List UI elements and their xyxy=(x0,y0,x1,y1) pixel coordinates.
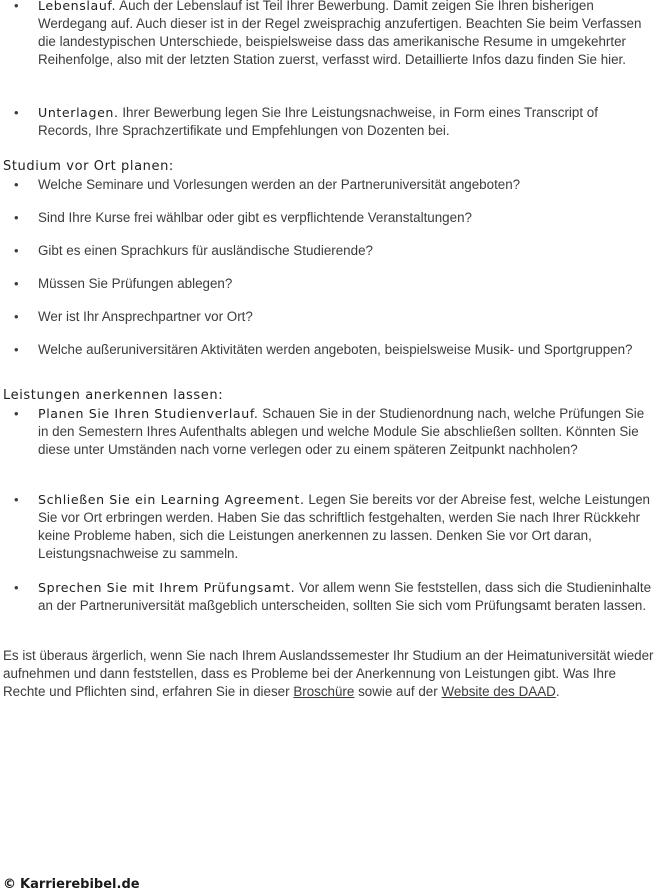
closing-text-middle: sowie auf der xyxy=(354,684,442,699)
studium-list xyxy=(0,176,659,377)
brand-name: Karrierebibel.de xyxy=(20,877,140,892)
studium-text: Welche außeruniversitären Aktivitäten werden angeboten, beispielsweise Musik- und Sportgruppen? xyxy=(38,342,633,357)
heading-studium: Studium vor Ort planen: xyxy=(3,159,174,174)
heading-leistungen: Leistungen anerkennen lassen: xyxy=(3,388,224,403)
closing-text-after: . xyxy=(555,684,560,699)
closing-text-before: Es ist überaus ärgerlich, wenn Sie nach Ihrem Auslandssemester Ihr Studium an der Heimatuniversität wieder aufnehmen und dann feststellen, dass es Probleme bei der Anerkennung von Leistungen gibt. Was Ihre Rechte und Pflichten sind, erfahren Sie in dieser xyxy=(3,648,654,699)
list-item-studium xyxy=(0,308,659,326)
list-item-unterlagen xyxy=(0,104,659,140)
studium-text: Welche Seminare und Vorlesungen werden an der Partneruniversität angeboten? xyxy=(38,177,521,192)
list-item-studium xyxy=(0,209,659,227)
keyword-studienverlauf: Planen Sie Ihren Studienverlauf. xyxy=(38,406,259,421)
daad-website-link[interactable]: Website des DAAD xyxy=(441,684,556,699)
studium-text: Sind Ihre Kurse frei wählbar oder gibt es verpflichtende Veranstaltungen? xyxy=(38,210,472,225)
list-item-learning-agreement xyxy=(0,491,659,563)
studium-text: Müssen Sie Prüfungen ablegen? xyxy=(38,276,233,291)
list-item-studium xyxy=(0,341,659,377)
bullet: • xyxy=(14,342,19,357)
text-pruefungsamt: Vor allem wenn Sie feststellen, dass sich die Studieninhalte an der Partneruniversität maßgeblich unterscheiden, sollten Sie sich vom Prüfungsamt beraten lassen. xyxy=(38,580,652,613)
bullet: • xyxy=(14,105,19,120)
brochure-link[interactable]: Broschüre xyxy=(293,684,355,699)
closing-paragraph xyxy=(0,647,659,701)
bullet: • xyxy=(14,177,19,192)
intro-list xyxy=(0,0,659,140)
footer-brand xyxy=(3,876,140,894)
bullet: • xyxy=(14,276,19,291)
text-studienverlauf: Schauen Sie in der Studienordnung nach, welche Prüfungen Sie in den Semestern Ihres Aufenthalts ablegen und welche Module Sie abschließen sollten. Könnten Sie diese unter Umständen nach vorne verlegen oder zu einem späteren Zeitpunkt nachholen? xyxy=(38,406,645,457)
keyword-lebenslauf: Lebenslauf. xyxy=(38,0,117,13)
list-item-studium xyxy=(0,242,659,260)
keyword-learning-agreement: Schließen Sie ein Learning Agreement. xyxy=(38,492,305,507)
studium-text: Wer ist Ihr Ansprechpartner vor Ort? xyxy=(38,309,253,324)
list-item-studium xyxy=(0,275,659,293)
list-item-studienverlauf xyxy=(0,405,659,477)
bullet: • xyxy=(14,492,19,507)
bullet: • xyxy=(14,243,19,258)
list-item-lebenslauf xyxy=(0,0,659,87)
keyword-unterlagen: Unterlagen. xyxy=(38,105,119,120)
text-learning-agreement: Legen Sie bereits vor der Abreise fest, welche Leistungen Sie vor Ort erbringen werden. Haben Sie das schriftlich festgehalten, werden Sie nach Ihrer Rückkehr keine Probleme haben, sich die Leistungen anerkennen zu lassen. Denken Sie vor Ort daran, Leistungsnachweise zu sammeln. xyxy=(38,492,650,561)
keyword-pruefungsamt: Sprechen Sie mit Ihrem Prüfungsamt. xyxy=(38,580,296,595)
copyright-symbol: © xyxy=(3,877,16,892)
leistungen-list xyxy=(0,405,659,633)
list-item-pruefungsamt xyxy=(0,579,659,633)
bullet: • xyxy=(14,580,19,595)
list-item-studium xyxy=(0,176,659,194)
bullet: • xyxy=(14,210,19,225)
bullet: • xyxy=(14,406,19,421)
bullet: • xyxy=(14,309,19,324)
text-unterlagen: Ihrer Bewerbung legen Sie Ihre Leistungsnachweise, in Form eines Transcript of Records, Ihre Sprachzertifikate und Empfehlungen von Dozenten bei. xyxy=(38,105,598,138)
studium-text: Gibt es einen Sprachkurs für ausländische Studierende? xyxy=(38,243,373,258)
text-lebenslauf: Auch der Lebenslauf ist Teil Ihrer Bewerbung. Damit zeigen Sie Ihren bisherigen Werdegang auf. Auch dieser ist in der Regel zweisprachig anzufertigen. Beachten Sie beim Verfassen die landestypischen Unterschiede, beispielsweise dass das amerikanische Resume in umgekehrter Reihenfolge, also mit der letzten Station zuerst, verfasst wird. Detaillierte Infos dazu finden Sie hier. xyxy=(38,0,642,67)
bullet: • xyxy=(14,0,19,13)
